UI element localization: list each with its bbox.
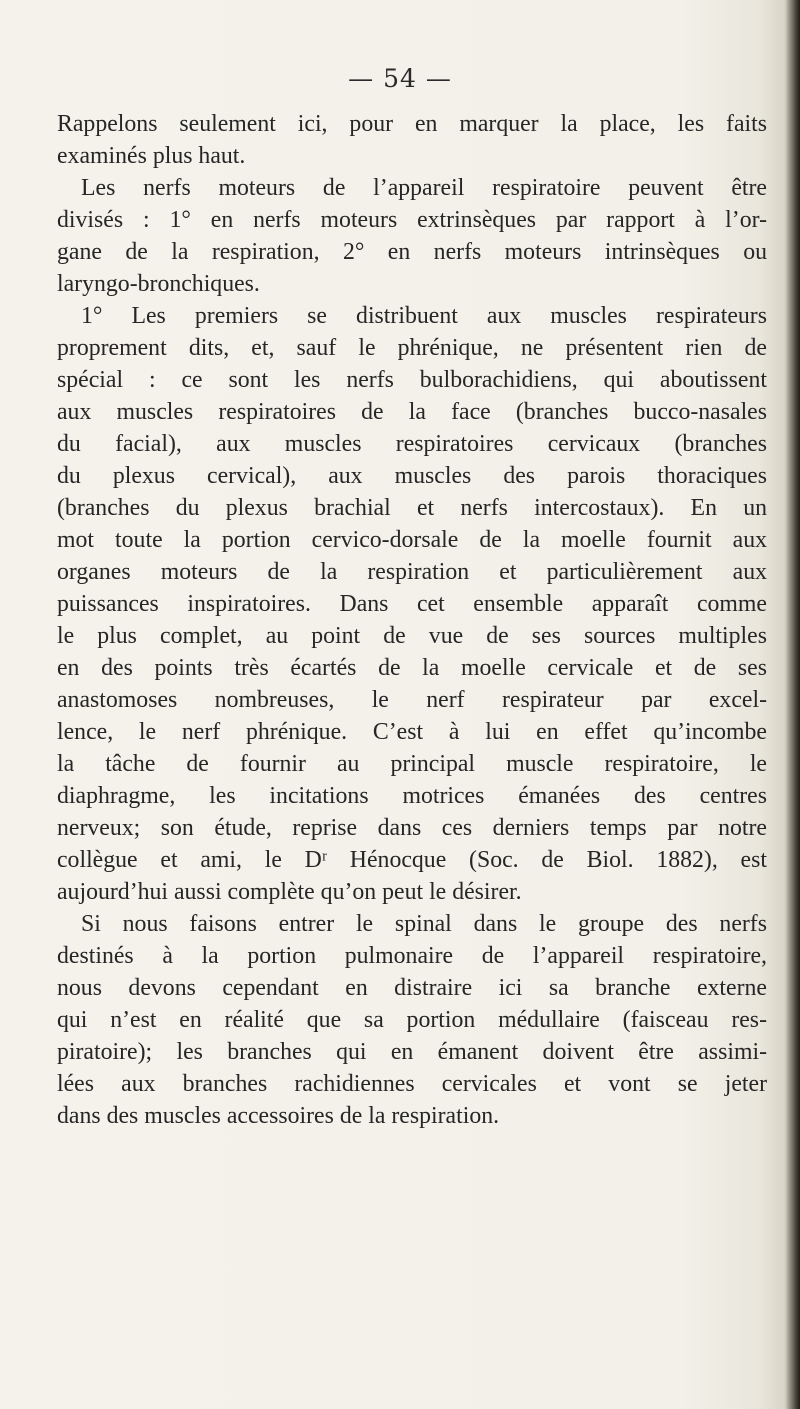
text-line: qui n’est en réalité que sa portion médullaire (faisceau res- — [57, 1007, 767, 1033]
page-edge-shadow — [786, 0, 800, 1409]
text-line: aujourd’hui aussi complète qu’on peut le désirer. — [57, 879, 522, 905]
text-line: diaphragme, les incitations motrices émanées des centres — [57, 783, 767, 809]
text-line: organes moteurs de la respiration et particulièrement aux — [57, 559, 767, 585]
text-line: collègue et ami, le Dʳ Hénocque (Soc. de Biol. 1882), est — [57, 847, 767, 873]
text-line: laryngo-bronchiques. — [57, 271, 260, 297]
text-line: en des points très écartés de la moelle cervicale et de ses — [57, 655, 767, 681]
text-line: Rappelons seulement ici, pour en marquer la place, les faits — [57, 111, 767, 137]
text-line: Si nous faisons entrer le spinal dans le groupe des nerfs — [81, 911, 767, 937]
text-line: lées aux branches rachidiennes cervicales et vont se jeter — [57, 1071, 767, 1097]
text-line: examinés plus haut. — [57, 143, 246, 169]
text-line: le plus complet, au point de vue de ses sources multiples — [57, 623, 767, 649]
text-line: (branches du plexus brachial et nerfs intercostaux). En un — [57, 495, 767, 521]
text-line: du facial), aux muscles respiratoires cervicaux (branches — [57, 431, 767, 457]
text-line: du plexus cervical), aux muscles des parois thoraciques — [57, 463, 767, 489]
text-line: lence, le nerf phrénique. C’est à lui en effet qu’incombe — [57, 719, 767, 745]
text-line: la tâche de fournir au principal muscle respiratoire, le — [57, 751, 767, 777]
text-line: nous devons cependant en distraire ici sa branche externe — [57, 975, 767, 1001]
text-line: piratoire); les branches qui en émanent doivent être assimi- — [57, 1039, 767, 1065]
text-line: nerveux; son étude, reprise dans ces derniers temps par notre — [57, 815, 767, 841]
text-line: proprement dits, et, sauf le phrénique, ne présentent rien de — [57, 335, 767, 361]
text-line: anastomoses nombreuses, le nerf respirateur par excel- — [57, 687, 767, 713]
text-line: divisés : 1° en nerfs moteurs extrinsèques par rapport à l’or- — [57, 207, 767, 233]
text-line: destinés à la portion pulmonaire de l’appareil respiratoire, — [57, 943, 767, 969]
text-line: Les nerfs moteurs de l’appareil respiratoire peuvent être — [81, 175, 767, 201]
text-line: puissances inspiratoires. Dans cet ensemble apparaît comme — [57, 591, 767, 617]
text-line: gane de la respiration, 2° en nerfs moteurs intrinsèques ou — [57, 239, 767, 265]
text-line: spécial : ce sont les nerfs bulborachidiens, qui aboutissent — [57, 367, 767, 393]
page-number: — 54 — — [348, 64, 452, 93]
text-line: 1° Les premiers se distribuent aux muscles respirateurs — [81, 303, 767, 329]
text-line: aux muscles respiratoires de la face (branches bucco-nasales — [57, 399, 767, 425]
text-line: mot toute la portion cervico-dorsale de la moelle fournit aux — [57, 527, 767, 553]
body-text — [57, 108, 767, 1132]
text-line: dans des muscles accessoires de la respiration. — [57, 1103, 500, 1129]
